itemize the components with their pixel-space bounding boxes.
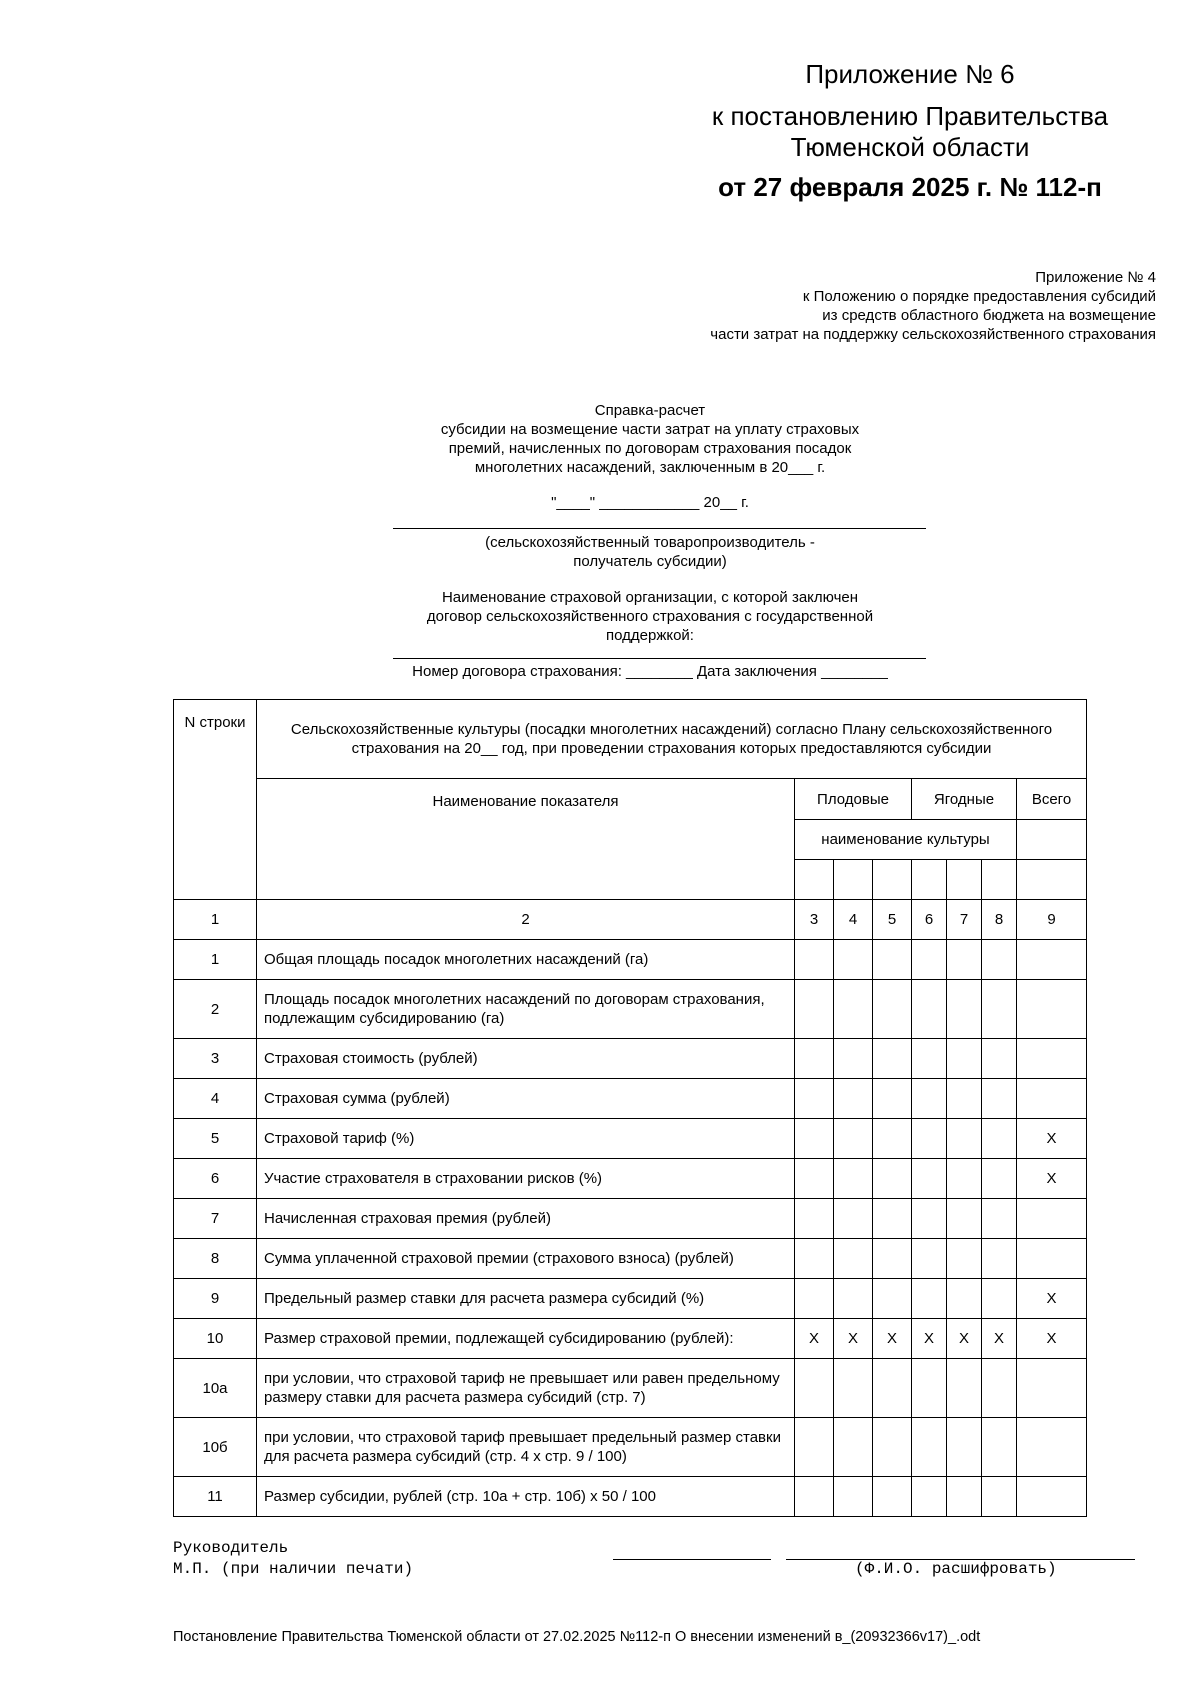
table-row bbox=[174, 1319, 1087, 1359]
indicator-name: при условии, что страховой тариф превышает предельный размер ставки для расчета размера субсидий (стр. 4 x стр. 9 / 100) bbox=[257, 1418, 795, 1477]
fruit-header: Плодовые bbox=[795, 779, 912, 820]
signature-line bbox=[613, 1559, 771, 1560]
col-number: 5 bbox=[873, 900, 912, 940]
value-cell bbox=[982, 980, 1017, 1039]
row-number: 5 bbox=[174, 1119, 257, 1159]
value-cell: X bbox=[947, 1319, 982, 1359]
indicator-name: Сумма уплаченной страховой премии (страхового взноса) (рублей) bbox=[257, 1239, 795, 1279]
value-cell bbox=[795, 980, 834, 1039]
value-cell bbox=[1017, 1239, 1087, 1279]
signature-head: Руководитель bbox=[173, 1539, 289, 1557]
value-cell bbox=[795, 940, 834, 980]
title-line-3: премий, начисленных по договорам страхования посадок bbox=[448, 440, 852, 457]
value-cell bbox=[834, 1079, 873, 1119]
crop-cell bbox=[982, 860, 1017, 900]
value-cell bbox=[947, 1159, 982, 1199]
value-cell bbox=[982, 1418, 1017, 1477]
row-number: 1 bbox=[174, 940, 257, 980]
value-cell bbox=[873, 1079, 912, 1119]
value-cell bbox=[982, 1199, 1017, 1239]
indicator-name: Размер субсидии, рублей (стр. 10а + стр. 10б) x 50 / 100 bbox=[257, 1477, 795, 1517]
insurer-underline bbox=[393, 658, 926, 659]
sub-header-line-3: из средств областного бюджета на возмещение bbox=[822, 307, 1156, 324]
value-cell bbox=[912, 1418, 947, 1477]
value-cell bbox=[982, 1279, 1017, 1319]
value-cell bbox=[834, 1477, 873, 1517]
value-cell bbox=[982, 1079, 1017, 1119]
value-cell bbox=[795, 1239, 834, 1279]
appendix-title: Приложение № 6 bbox=[805, 59, 1015, 89]
indicator-name: Страховая сумма (рублей) bbox=[257, 1079, 795, 1119]
value-cell bbox=[912, 1039, 947, 1079]
value-cell bbox=[982, 1477, 1017, 1517]
value-cell bbox=[947, 940, 982, 980]
table-row bbox=[174, 1119, 1087, 1159]
row-number: 9 bbox=[174, 1279, 257, 1319]
contract-line: Номер договора страхования: ________ Дата заключения ________ bbox=[412, 663, 888, 680]
table-row bbox=[174, 1359, 1087, 1418]
value-cell bbox=[1017, 1079, 1087, 1119]
table-row bbox=[174, 1159, 1087, 1199]
value-cell bbox=[912, 1159, 947, 1199]
value-cell bbox=[982, 1159, 1017, 1199]
total-blank bbox=[1017, 820, 1087, 860]
value-cell bbox=[873, 1039, 912, 1079]
value-cell: X bbox=[1017, 1279, 1087, 1319]
value-cell: X bbox=[834, 1319, 873, 1359]
insurer-line-1: Наименование страховой организации, с которой заключен bbox=[441, 589, 859, 606]
producer-underline bbox=[393, 528, 926, 529]
col-number: 4 bbox=[834, 900, 873, 940]
value-cell bbox=[1017, 1039, 1087, 1079]
value-cell bbox=[982, 1359, 1017, 1418]
col-number: 6 bbox=[912, 900, 947, 940]
crop-cell bbox=[834, 860, 873, 900]
col-number: 8 bbox=[982, 900, 1017, 940]
berry-header: Ягодные bbox=[912, 779, 1017, 820]
value-cell bbox=[873, 1477, 912, 1517]
value-cell bbox=[873, 1418, 912, 1477]
crop-name-header: наименование культуры bbox=[795, 820, 1017, 860]
value-cell bbox=[1017, 1418, 1087, 1477]
value-cell: X bbox=[982, 1319, 1017, 1359]
date-line: "____" ____________ 20__ г. bbox=[551, 494, 749, 511]
value-cell bbox=[795, 1359, 834, 1418]
row-number: 4 bbox=[174, 1079, 257, 1119]
crop-cell bbox=[947, 860, 982, 900]
col-number: 1 bbox=[174, 900, 257, 940]
row-number: 2 bbox=[174, 980, 257, 1039]
value-cell bbox=[947, 1477, 982, 1517]
value-cell bbox=[834, 1039, 873, 1079]
value-cell bbox=[1017, 1359, 1087, 1418]
insurer-line-2: договор сельскохозяйственного страхования с государственной bbox=[426, 608, 874, 625]
value-cell bbox=[912, 1477, 947, 1517]
document-title bbox=[370, 401, 930, 512]
value-cell bbox=[982, 1239, 1017, 1279]
crop-cell bbox=[873, 860, 912, 900]
value-cell: X bbox=[1017, 1119, 1087, 1159]
value-cell bbox=[947, 1418, 982, 1477]
value-cell bbox=[795, 1159, 834, 1199]
value-cell bbox=[982, 940, 1017, 980]
indicator-name: Начисленная страховая премия (рублей) bbox=[257, 1199, 795, 1239]
value-cell bbox=[982, 1119, 1017, 1159]
value-cell bbox=[795, 1119, 834, 1159]
value-cell bbox=[912, 980, 947, 1039]
col-number: 7 bbox=[947, 900, 982, 940]
col-header-row-number: N строки bbox=[174, 700, 257, 900]
signature-fio: (Ф.И.О. расшифровать) bbox=[855, 1560, 1057, 1578]
value-cell bbox=[947, 1079, 982, 1119]
value-cell bbox=[795, 1199, 834, 1239]
value-cell bbox=[912, 1079, 947, 1119]
indicator-name: Страховой тариф (%) bbox=[257, 1119, 795, 1159]
value-cell bbox=[912, 940, 947, 980]
row-number: 10а bbox=[174, 1359, 257, 1418]
calculation-table bbox=[173, 699, 1087, 1517]
value-cell bbox=[795, 1079, 834, 1119]
table-row bbox=[174, 1279, 1087, 1319]
title-line-2: субсидии на возмещение части затрат на уплату страховых bbox=[440, 421, 860, 438]
value-cell: X bbox=[1017, 1159, 1087, 1199]
crops-header: Сельскохозяйственные культуры (посадки многолетних насаждений) согласно Плану сельскохозяйственного страхования на 20__ год, при проведении страхования которых предоставляются субсидии bbox=[257, 700, 1087, 779]
resolution-line-2: Тюменской области bbox=[790, 132, 1030, 162]
table-body bbox=[174, 940, 1087, 1517]
sub-header bbox=[710, 268, 1156, 344]
value-cell bbox=[795, 1039, 834, 1079]
value-cell bbox=[873, 1359, 912, 1418]
value-cell bbox=[873, 1199, 912, 1239]
indicator-name-header: Наименование показателя bbox=[257, 779, 795, 900]
producer-caption-line-2: получатель субсидии) bbox=[573, 553, 727, 570]
indicator-name: Страховая стоимость (рублей) bbox=[257, 1039, 795, 1079]
indicator-name: Общая площадь посадок многолетних насаждений (га) bbox=[257, 940, 795, 980]
producer-caption bbox=[370, 533, 930, 571]
value-cell bbox=[947, 1239, 982, 1279]
value-cell bbox=[947, 980, 982, 1039]
col-number: 9 bbox=[1017, 900, 1087, 940]
col-number: 2 bbox=[257, 900, 795, 940]
value-cell bbox=[982, 1039, 1017, 1079]
value-cell bbox=[795, 1418, 834, 1477]
resolution-line-1: к постановлению Правительства bbox=[711, 101, 1109, 131]
total-header: Всего bbox=[1017, 779, 1087, 820]
value-cell bbox=[947, 1039, 982, 1079]
value-cell bbox=[834, 1279, 873, 1319]
row-number: 11 bbox=[174, 1477, 257, 1517]
table-row bbox=[174, 1239, 1087, 1279]
sub-header-line-1: Приложение № 4 bbox=[1035, 269, 1156, 286]
value-cell bbox=[1017, 1477, 1087, 1517]
title-line-1: Справка-расчет bbox=[594, 402, 706, 419]
row-number: 7 bbox=[174, 1199, 257, 1239]
value-cell bbox=[873, 980, 912, 1039]
value-cell bbox=[834, 1159, 873, 1199]
indicator-name: Размер страховой премии, подлежащей субсидированию (рублей): bbox=[257, 1319, 795, 1359]
indicator-name: Предельный размер ставки для расчета размера субсидий (%) bbox=[257, 1279, 795, 1319]
value-cell bbox=[795, 1477, 834, 1517]
value-cell bbox=[795, 1279, 834, 1319]
insurer-block bbox=[370, 588, 930, 645]
value-cell bbox=[834, 1359, 873, 1418]
value-cell: X bbox=[1017, 1319, 1087, 1359]
indicator-name: Площадь посадок многолетних насаждений по договорам страхования, подлежащим субсидированию (га) bbox=[257, 980, 795, 1039]
col-number: 3 bbox=[795, 900, 834, 940]
row-number: 8 bbox=[174, 1239, 257, 1279]
value-cell bbox=[912, 1279, 947, 1319]
crop-cell bbox=[795, 860, 834, 900]
value-cell bbox=[912, 1359, 947, 1418]
row-number: 6 bbox=[174, 1159, 257, 1199]
value-cell: X bbox=[912, 1319, 947, 1359]
value-cell bbox=[1017, 1199, 1087, 1239]
table-row bbox=[174, 1418, 1087, 1477]
table-row bbox=[174, 1079, 1087, 1119]
value-cell bbox=[947, 1199, 982, 1239]
column-numbers-row bbox=[174, 900, 1087, 940]
row-number: 10б bbox=[174, 1418, 257, 1477]
value-cell bbox=[947, 1279, 982, 1319]
title-line-4: многолетних насаждений, заключенным в 20___ г. bbox=[474, 459, 826, 476]
value-cell bbox=[947, 1359, 982, 1418]
insurer-line-3: поддержкой: bbox=[606, 627, 694, 644]
indicator-name: Участие страхователя в страховании рисков (%) bbox=[257, 1159, 795, 1199]
table-row bbox=[174, 940, 1087, 980]
table-row bbox=[174, 1477, 1087, 1517]
table-row bbox=[174, 1039, 1087, 1079]
value-cell: X bbox=[873, 1319, 912, 1359]
value-cell bbox=[834, 1119, 873, 1159]
table-row bbox=[174, 980, 1087, 1039]
sub-header-line-2: к Положению о порядке предоставления субсидий bbox=[802, 288, 1156, 305]
crop-cell bbox=[912, 860, 947, 900]
resolution-date-number: от 27 февраля 2025 г. № 112-п bbox=[718, 172, 1102, 202]
value-cell bbox=[912, 1199, 947, 1239]
indicator-name: при условии, что страховой тариф не превышает или равен предельному размеру ставки для расчета размера субсидий (стр. 7) bbox=[257, 1359, 795, 1418]
value-cell bbox=[834, 1418, 873, 1477]
value-cell bbox=[873, 1159, 912, 1199]
value-cell bbox=[834, 1239, 873, 1279]
row-number: 10 bbox=[174, 1319, 257, 1359]
value-cell bbox=[834, 1199, 873, 1239]
document-footer: Постановление Правительства Тюменской области от 27.02.2025 №112-п О внесении изменений в_(20932366v17)_.odt bbox=[173, 1629, 981, 1645]
value-cell bbox=[947, 1119, 982, 1159]
producer-caption-line-1: (сельскохозяйственный товаропроизводитель - bbox=[485, 534, 815, 551]
value-cell bbox=[1017, 940, 1087, 980]
value-cell bbox=[873, 1239, 912, 1279]
value-cell bbox=[873, 1119, 912, 1159]
table-row bbox=[174, 1199, 1087, 1239]
value-cell bbox=[912, 1119, 947, 1159]
value-cell bbox=[873, 940, 912, 980]
signature-stamp: М.П. (при наличии печати) bbox=[173, 1560, 414, 1578]
value-cell bbox=[912, 1239, 947, 1279]
crop-cell bbox=[1017, 860, 1087, 900]
value-cell bbox=[873, 1279, 912, 1319]
sub-header-line-4: части затрат на поддержку сельскохозяйственного страхования bbox=[710, 326, 1156, 343]
value-cell bbox=[1017, 980, 1087, 1039]
row-number: 3 bbox=[174, 1039, 257, 1079]
value-cell bbox=[834, 940, 873, 980]
value-cell bbox=[834, 980, 873, 1039]
value-cell: X bbox=[795, 1319, 834, 1359]
